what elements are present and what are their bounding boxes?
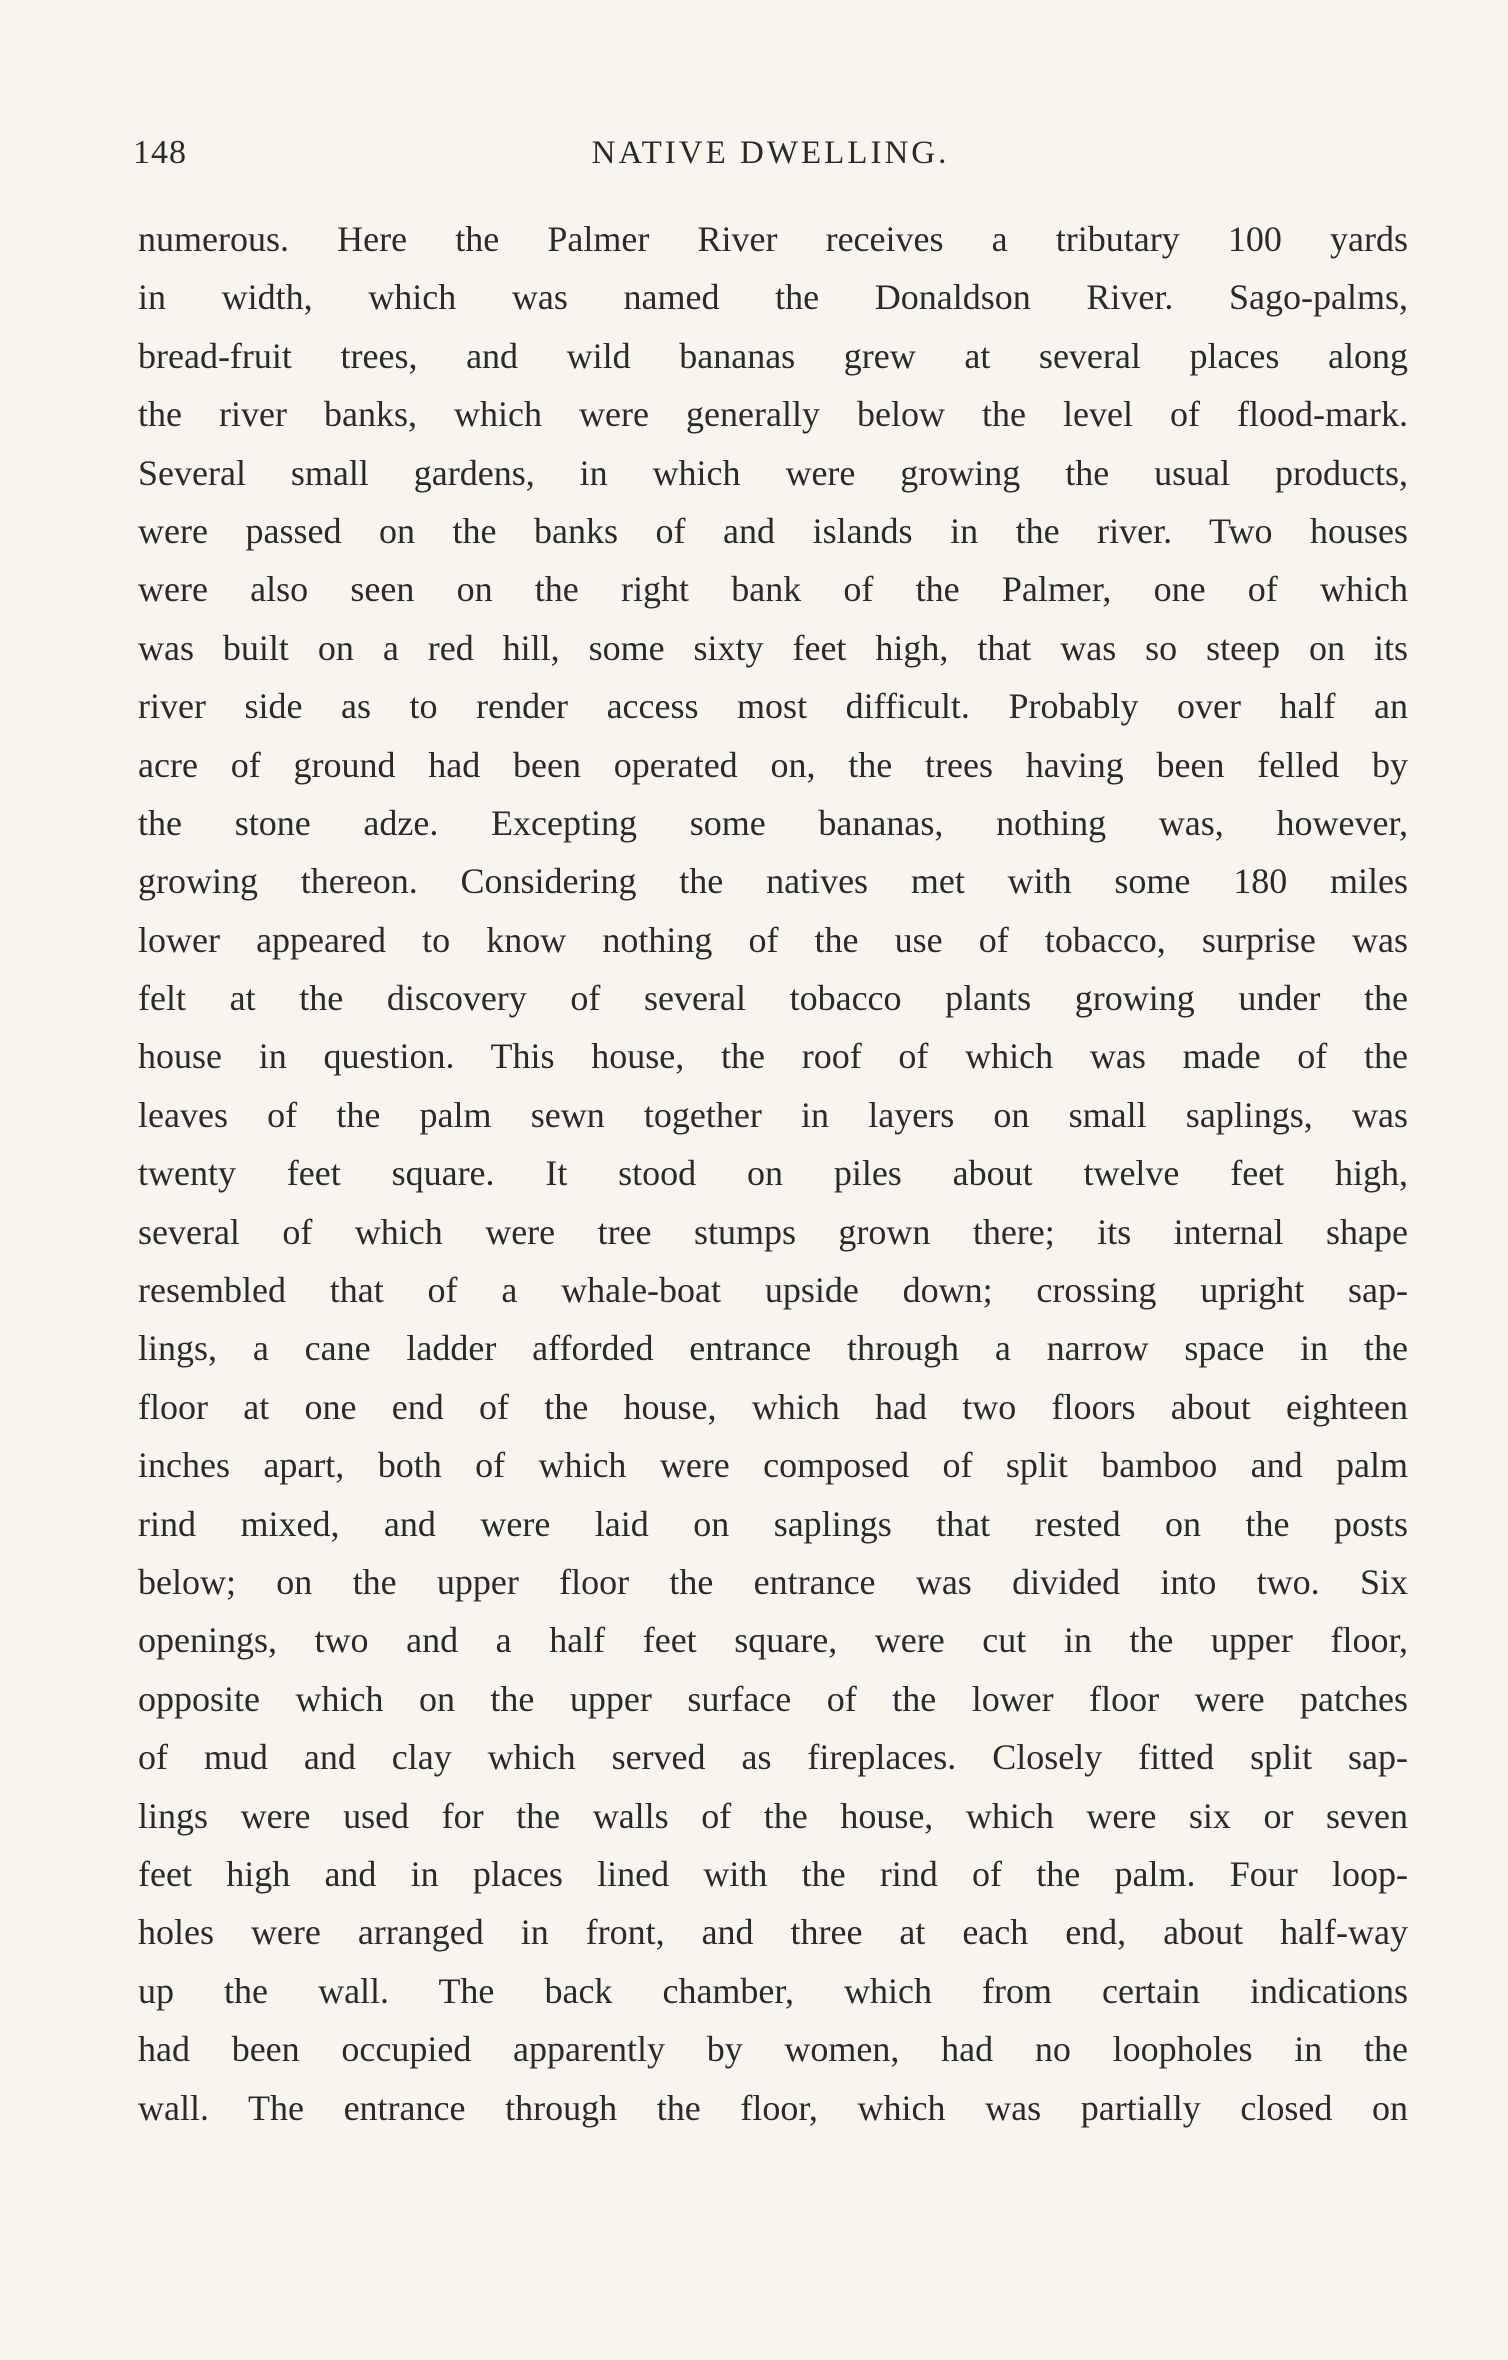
- text-line: inches apart, both of which were composed of split bamboo and palm: [138, 1445, 1408, 1486]
- running-head: [133, 128, 1408, 178]
- text-line: lings, a cane ladder afforded entrance through a narrow space in the: [138, 1328, 1408, 1369]
- text-line: Several small gardens, in which were growing the usual products,: [138, 452, 1408, 493]
- text-line: was built on a red hill, some sixty feet high, that was so steep on its: [138, 627, 1408, 668]
- text-line: wall. The entrance through the floor, which was partially closed on: [138, 2087, 1408, 2128]
- text-line: openings, two and a half feet square, were cut in the upper floor,: [138, 1620, 1408, 1661]
- text-line: were passed on the banks of and islands in the river. Two houses: [138, 510, 1408, 551]
- text-line: acre of ground had been operated on, the trees having been felled by: [138, 744, 1408, 785]
- text-line: floor at one end of the house, which had two floors about eighteen: [138, 1386, 1408, 1427]
- text-line: were also seen on the right bank of the Palmer, one of which: [138, 569, 1408, 610]
- text-line: had been occupied apparently by women, had no loopholes in the: [138, 2029, 1408, 2070]
- text-line: river side as to render access most difficult. Probably over half an: [138, 686, 1408, 727]
- text-line: in width, which was named the Donaldson River. Sago-palms,: [138, 277, 1408, 318]
- text-line: the stone adze. Excepting some bananas, nothing was, however,: [138, 802, 1408, 843]
- text-line: several of which were tree stumps grown there; its internal shape: [138, 1211, 1408, 1252]
- text-line: house in question. This house, the roof of which was made of the: [138, 1036, 1408, 1077]
- text-line: resembled that of a whale-boat upside down; crossing upright sap-: [138, 1270, 1408, 1311]
- body-text: [138, 210, 1408, 2137]
- text-line: leaves of the palm sewn together in layers on small saplings, was: [138, 1094, 1408, 1135]
- text-line: lings were used for the walls of the house, which were six or seven: [138, 1795, 1408, 1836]
- text-line: bread-fruit trees, and wild bananas grew at several places along: [138, 335, 1408, 376]
- text-line: numerous. Here the Palmer River receives a tributary 100 yards: [138, 219, 1408, 259]
- text-line: below; on the upper floor the entrance was divided into two. Six: [138, 1561, 1408, 1602]
- text-line: of mud and clay which served as fireplaces. Closely fitted split sap-: [138, 1737, 1408, 1778]
- text-line: holes were arranged in front, and three at each end, about half-way: [138, 1912, 1408, 1953]
- text-line: feet high and in places lined with the rind of the palm. Four loop-: [138, 1853, 1408, 1894]
- text-line: rind mixed, and were laid on saplings that rested on the posts: [138, 1503, 1408, 1544]
- text-line: the river banks, which were generally below the level of flood-mark.: [138, 394, 1408, 435]
- text-line: felt at the discovery of several tobacco plants growing under the: [138, 978, 1408, 1019]
- text-line: lower appeared to know nothing of the use of tobacco, surprise was: [138, 919, 1408, 960]
- text-line: twenty feet square. It stood on piles about twelve feet high,: [138, 1153, 1408, 1194]
- page-number: 148: [133, 134, 187, 171]
- text-line: up the wall. The back chamber, which from certain indications: [138, 1970, 1408, 2011]
- text-line: growing thereon. Considering the natives met with some 180 miles: [138, 861, 1408, 902]
- running-title: NATIVE DWELLING.: [591, 135, 950, 171]
- text-line: opposite which on the upper surface of the lower floor were patches: [138, 1678, 1408, 1719]
